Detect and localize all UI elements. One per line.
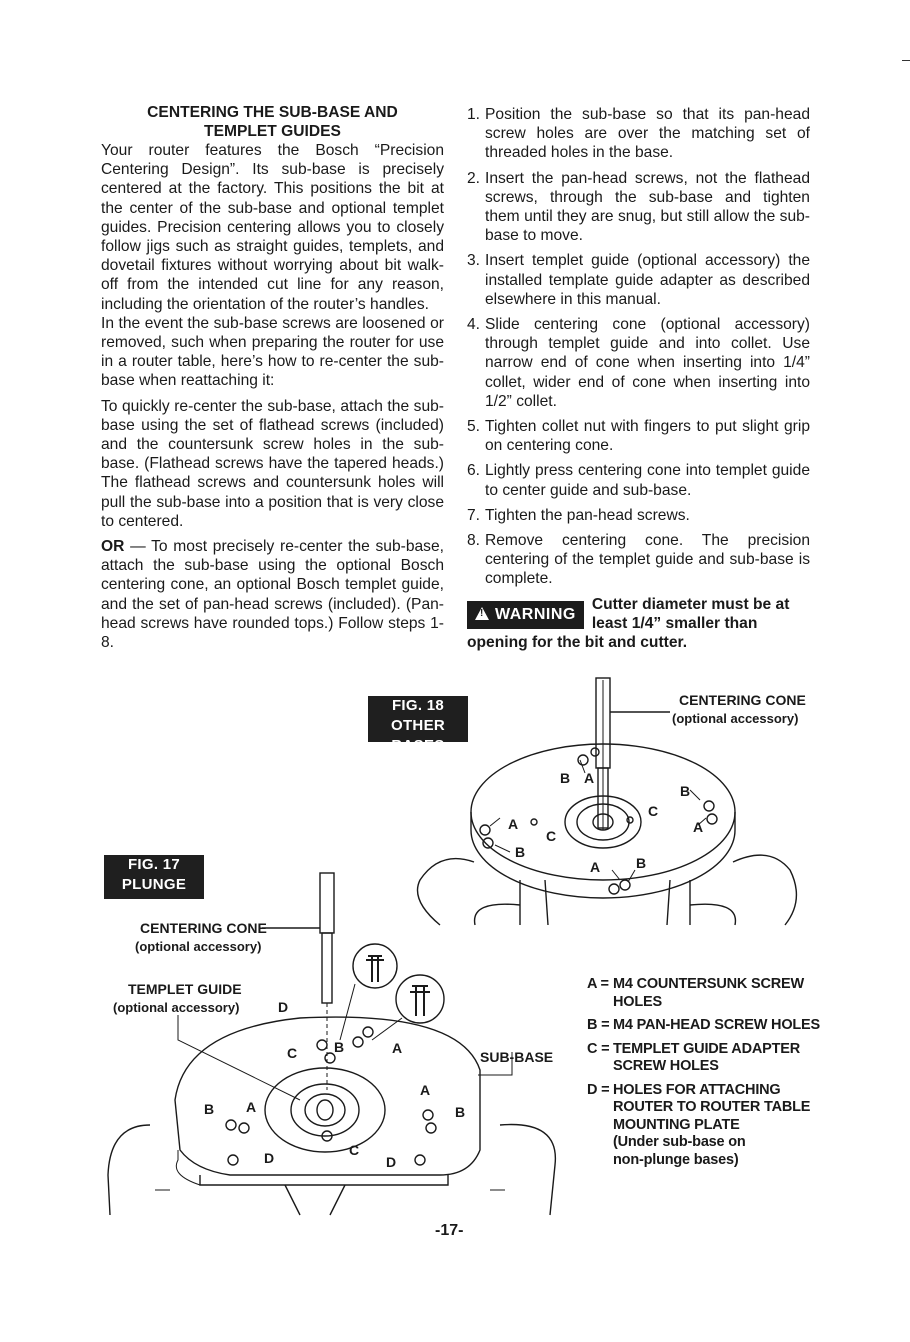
- legend-item: [587, 1082, 827, 1170]
- fig17-cone-shaft: [322, 933, 332, 1003]
- fig17-number: FIG. 17: [127, 856, 181, 873]
- fig17-centering-cone: [320, 873, 334, 933]
- legend-line: M4 COUNTERSUNK SCREW: [613, 976, 804, 992]
- letter-b: B: [455, 1104, 466, 1120]
- step-number: 8.: [467, 532, 481, 550]
- intro-paragraph: Your router features the Bosch “Precision Centering Design”. Its sub-base is precisely centered at the factory. This positions the bit at the center of the sub-base and optional templet guides. Precision centering allows you to closely follow jigs such as straight guides, templets, and dovetail fixtures without worrying about bit walk-off from the intended cut line for any reason, including the orientation of the router’s handles.: [101, 142, 444, 313]
- step-number: 5.: [467, 418, 481, 436]
- fig18-cone-sublabel: (optional accessory): [672, 711, 799, 726]
- legend-line: ROUTER TO ROUTER TABLE: [613, 1099, 811, 1115]
- fig17-cone-label: CENTERING CONE: [140, 920, 267, 936]
- step-number: 3.: [467, 252, 481, 270]
- section-heading-line2: TEMPLET GUIDES: [204, 123, 341, 140]
- legend-item: [587, 1017, 827, 1035]
- step-number: 7.: [467, 506, 481, 524]
- step-text: Tighten collet nut with fingers to put slight grip on centering cone.: [485, 418, 810, 455]
- step-text: Insert the pan-head screws, not the flathead screws, through the sub-base and tighten them until they are snug, but still allow the sub-base to move.: [485, 169, 810, 245]
- page-number: -17-: [435, 1222, 464, 1239]
- letter-a: A: [584, 770, 595, 786]
- letter-b: B: [204, 1101, 215, 1117]
- legend-line: HOLES: [613, 993, 662, 1010]
- warning-badge-label: WARNING: [495, 605, 576, 623]
- letter-d: D: [386, 1154, 397, 1170]
- letter-a: A: [693, 819, 704, 835]
- letter-a: A: [420, 1082, 431, 1098]
- or-text: — To most precisely re-center the sub-base, attach the sub-base using the optional Bosch centering cone, an optional Bosch templet guide, and the set of pan-head screws (included). (Pan-head screws have rounded tops.) Follow steps 1-8.: [101, 538, 444, 652]
- letter-a: A: [508, 816, 519, 832]
- fig18-cone-label: CENTERING CONE: [679, 692, 806, 708]
- warning-text: Cutter diameter must be at least 1/4” smaller than opening for the bit and cutter.: [467, 595, 790, 651]
- fig17-subbase-label: SUB-BASE: [480, 1049, 554, 1065]
- legend-line: HOLES FOR ATTACHING: [613, 1081, 781, 1098]
- letter-a: A: [392, 1040, 403, 1056]
- fig17-cone-sublabel: (optional accessory): [135, 939, 262, 954]
- step-number: 1.: [467, 106, 481, 123]
- step-text: Tighten the pan-head screws.: [485, 506, 690, 524]
- legend-line: MOUNTING PLATE: [613, 1116, 740, 1133]
- letter-b: B: [680, 783, 691, 799]
- step-text: Slide centering cone (optional accessory) through templet guide and into collet. Use narrow end of cone when inserting into 1/4” collet, wider end of cone when inserting into 1/2” collet.: [485, 316, 810, 410]
- legend-item: [587, 1041, 827, 1076]
- letter-c: C: [648, 803, 659, 819]
- legend-line: M4 PAN-HEAD SCREW HOLES: [613, 1017, 821, 1033]
- section-heading-line1: CENTERING THE SUB-BASE AND: [147, 104, 398, 121]
- legend-item: [587, 976, 827, 1011]
- step-number: 4.: [467, 316, 481, 334]
- step-text: Position the sub-base so that its pan-head screw holes are over the matching set of threaded holes in the base.: [485, 106, 810, 162]
- flathead-paragraph: To quickly re-center the sub-base, attach the sub-base using the set of flathead screws (included) and the countersunk screw holes in the sub-base. (Flathead screws have the tapered heads.) The flathead screws and countersunk holes will pull the sub-base into a position that is very close to centered.: [101, 397, 444, 530]
- fig17-guide-sublabel: (optional accessory): [113, 1000, 240, 1015]
- warning-symbol: !: [480, 607, 484, 619]
- letter-c: C: [349, 1142, 360, 1158]
- hole-legend: [587, 976, 827, 1175]
- legend-key: D =: [587, 1081, 610, 1098]
- step-text: Insert templet guide (optional accessory) the installed template guide adapter as described elsewhere in this manual.: [485, 252, 810, 308]
- recenter-paragraph: In the event the sub-base screws are loosened or removed, such when preparing the router for use in a router table, here’s how to re-center the sub-base when reattaching it:: [101, 314, 444, 390]
- legend-line: non-plunge bases): [613, 1151, 739, 1168]
- fig18-number: FIG. 18: [391, 697, 445, 714]
- step-number: 6.: [467, 462, 481, 480]
- fig18-title: OTHER BASES: [391, 717, 445, 754]
- legend-key: C =: [587, 1040, 610, 1057]
- legend-key: A =: [587, 976, 609, 992]
- fig18-left-handle: [418, 859, 475, 925]
- flathead-screw-icon: [353, 944, 397, 988]
- legend-key: B =: [587, 1017, 610, 1033]
- step-text: Lightly press centering cone into templet guide to center guide and sub-base.: [485, 462, 810, 499]
- fig17-guide-label: TEMPLET GUIDE: [128, 981, 242, 997]
- step-number: 2.: [467, 169, 481, 187]
- letter-b: B: [515, 844, 526, 860]
- letter-d: D: [278, 999, 289, 1015]
- legend-line: SCREW HOLES: [613, 1058, 719, 1074]
- letter-b: B: [636, 855, 647, 871]
- letter-b: B: [560, 770, 571, 786]
- step-text: Remove centering cone. The precision centering of the templet guide and sub-base is complete.: [485, 532, 810, 588]
- panhead-screw-icon: [396, 975, 444, 1023]
- letter-d: D: [264, 1150, 275, 1166]
- letter-c: C: [287, 1045, 298, 1061]
- letter-c: C: [546, 828, 557, 844]
- fig18-right-handle: [733, 855, 796, 925]
- fig17-right-handle: [500, 1125, 555, 1216]
- fig17-left-handle: [108, 1125, 150, 1215]
- fig17-title: PLUNGE BASE: [121, 876, 187, 913]
- legend-line: TEMPLET GUIDE ADAPTER: [613, 1040, 800, 1057]
- letter-a: A: [590, 859, 601, 875]
- letter-b: B: [334, 1039, 345, 1055]
- letter-a: A: [246, 1099, 257, 1115]
- or-lead: OR: [101, 538, 125, 556]
- legend-line: (Under sub-base on: [613, 1134, 746, 1150]
